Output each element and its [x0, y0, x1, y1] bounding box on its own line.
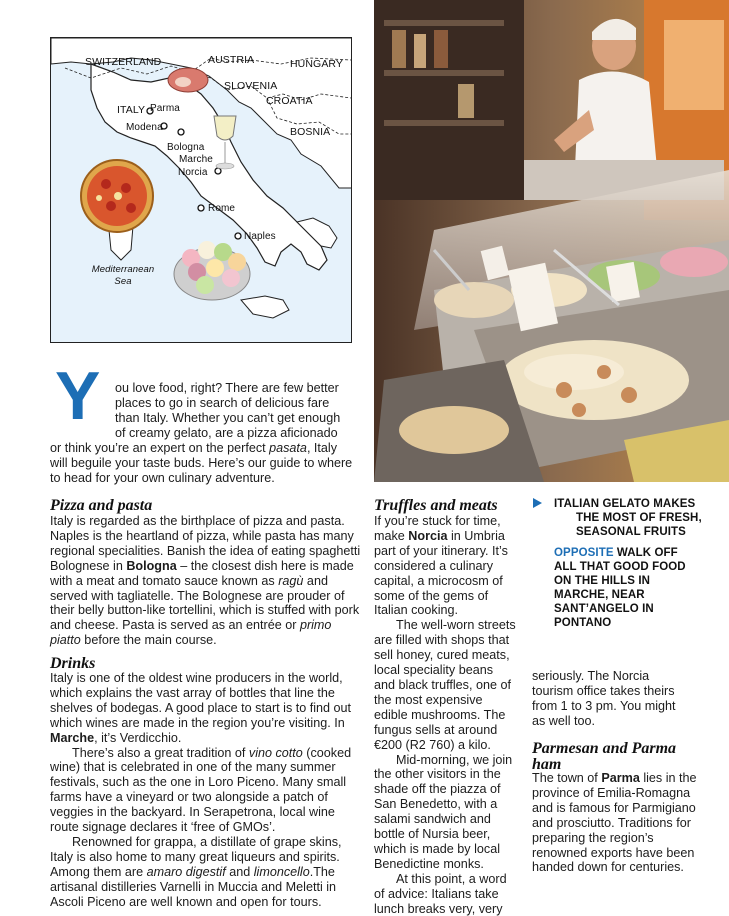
map-label-marche: Marche [179, 154, 213, 165]
heading-parmesan-and-parma-ham: Parmesan and Parma ham [532, 740, 677, 773]
map-label-naples: Naples [244, 231, 276, 242]
intro-line-3: than Italy. Whether you can’t get enough [115, 411, 341, 425]
map-label-norcia: Norcia [178, 167, 208, 178]
parmesan-section-text: The town of Parma lies in the province of Emilia-Romagna and is famous for Parmigiano and prosciutto. Traditions for preparing the region’s renowned exports have been handed down for centuries. [532, 771, 697, 875]
map-label-modena: Modena [126, 122, 163, 133]
drinks-section-text: Italy is one of the oldest wine producers in the world, which explains the vast array of bottles that line the shelves of bodegas. A good place to start is to find out which wines are made in the region you’re visiting. In Marche, it’s Verdicchio. There’s also a great tradition of vino cotto (cooked wine) that is celebrated in one of the many summer festivals, such as the one in Loro Piceno. Many small farms have a vineyard or two alongside a patch of veggies in the backyard. In Serapetrona, local wine route signage declares it ‘free of GMOs’. Renowned for grappa, a distillate of grape skins, Italy is also home to many great liqueurs and spirits. Among them are amaro digestif and limoncello.The artisanal distilleries Varnelli in Muccia and Meletti in Ascoli Piceno are well known and open for tours. [50, 671, 352, 909]
truffles-section-text: If you’re stuck for time, make Norcia in Umbria part of your itinerary. It’s considered a culinary capital, a microcosm of some of the gems of Italian cooking. The well-worn streets are filled with shops that sell honey, cured meats, local speciality beans and black truffles, one of the most expensive edible mushrooms. The fungus sells at around €200 (R2 760) a kilo. Mid-morning, we join the other visitors in the shade off the piazza of San Benedetto, with a salami sandwich and bottle of Nursia beer, which is made by local Benedictine monks. At this point, a word of advice: Italians take lunch breaks very, very [374, 514, 516, 916]
map-label-switzerland: SWITZERLAND [85, 56, 162, 68]
intro-line-4: of creamy gelato, are a pizza aficionado [115, 426, 338, 440]
heading-drinks: Drinks [50, 655, 96, 672]
map-label-mediterranean-sea: Mediterranean Sea [91, 264, 155, 287]
map-label-parma: Parma [150, 103, 180, 114]
drop-cap: Y [55, 358, 101, 434]
map-label-italy: ITALY [117, 104, 146, 116]
gelato-shop-photo [374, 0, 729, 482]
caption-gelato: ITALIAN GELATO MAKES THE MOST OF FRESH, SEASONAL FRUITS [554, 498, 702, 538]
intro-line-5: or think you’re an expert on the perfect pasata, Italy [50, 441, 338, 455]
intro-line-6: will beguile your taste buds. Here’s our guide to where [50, 456, 353, 470]
map-label-bosnia: BOSNIA [290, 126, 331, 138]
map-label-hungary: HUNGARY [290, 58, 344, 70]
heading-truffles-and-meats: Truffles and meats [374, 497, 498, 514]
map-label-croatia: CROATIA [266, 95, 313, 107]
truffles-continued-text: seriously. The Norcia tourism office takes theirs from 1 to 3 pm. You might as well too. [532, 669, 676, 728]
map-label-bologna: Bologna [167, 142, 205, 153]
map-label-slovenia: SLOVENIA [224, 80, 278, 92]
intro-line-2: places to go in search of delicious fare [115, 396, 330, 410]
map-label-austria: AUSTRIA [208, 54, 255, 66]
map-illustration [51, 38, 352, 343]
italy-food-map [50, 37, 352, 343]
intro-line-7: to head for your own culinary adventure. [50, 471, 275, 485]
intro-line-1: ou love food, right? There are few better [115, 381, 339, 395]
caption-opposite: OPPOSITE WALK OFF ALL THAT GOOD FOOD ON THE HILLS IN MARCHE, NEAR SANT’ANGELO IN PONTANO [554, 547, 686, 629]
pizza-section-text: Italy is regarded as the birthplace of pizza and pasta. Naples is the heartland of pizza, while pasta has many regional specialities. Banish the idea of eating spaghetti Bolognese in Bologna – the closest dish here is made with a meat and tomato sauce known as ragù and served with tagliatelle. The Bolognese are prouder of their belly button-like tortellini, which is stuffed with pork and cheese. Pasta is served as an entrée or primo piatto before the main course. [50, 514, 361, 648]
heading-pizza-and-pasta: Pizza and pasta [50, 497, 153, 514]
photo-caption [532, 497, 702, 637]
map-label-rome: Rome [208, 203, 236, 214]
